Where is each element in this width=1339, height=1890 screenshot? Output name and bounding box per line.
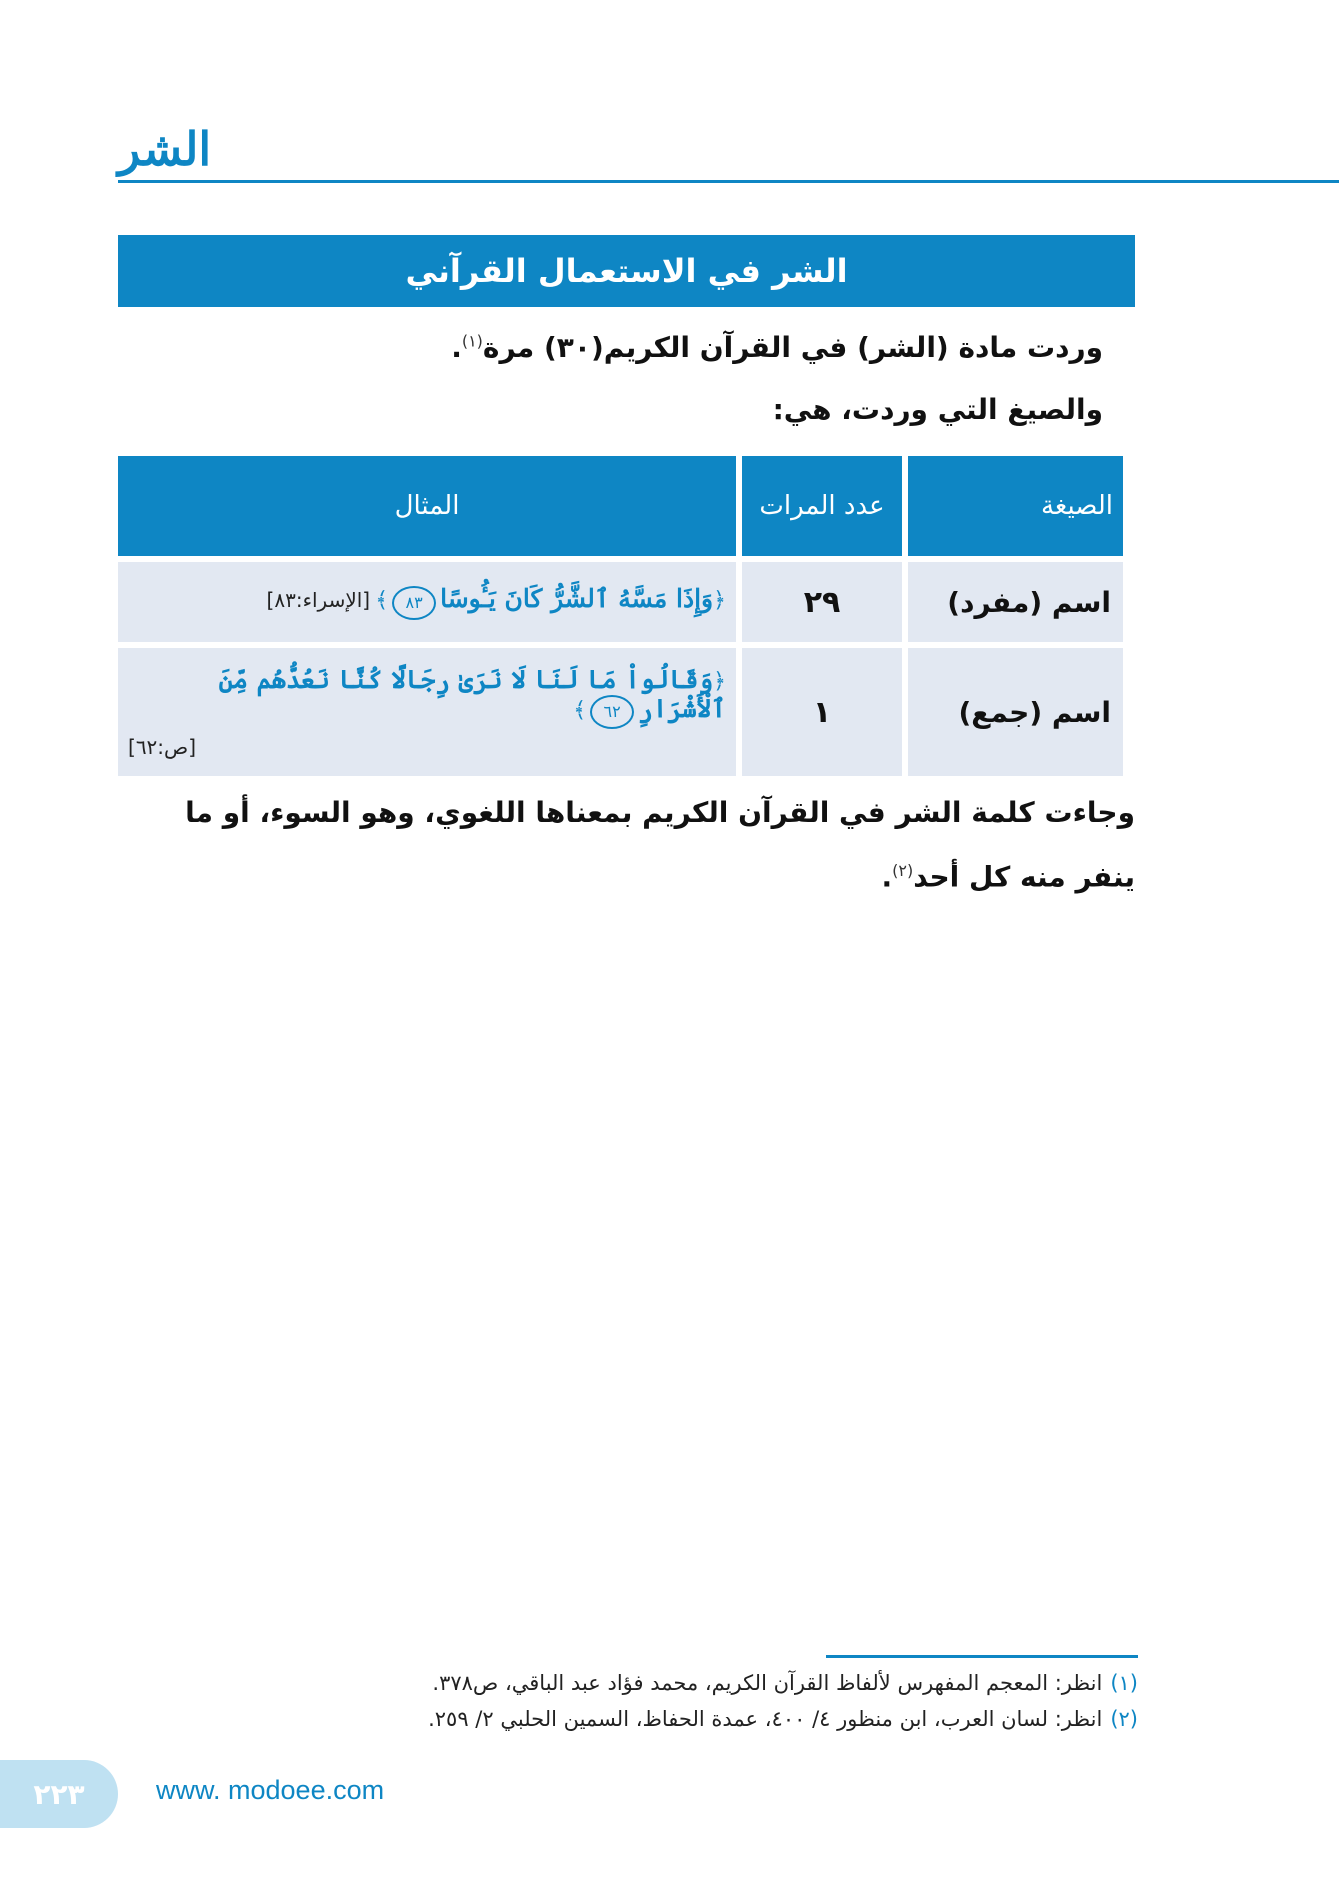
footnote-item (238, 1665, 1138, 1701)
verse-reference: [الإسراء:٨٣] (266, 588, 371, 613)
footnote-text: انظر: لسان العرب، ابن منظور ٤/ ٤٠٠، عمدة الحفاظ، السمين الحلبي ٢/ ٢٥٩. (428, 1707, 1103, 1731)
header-count: عدد المرات (742, 456, 902, 556)
footnote-separator (826, 1655, 1138, 1658)
form-cell: اسم (جمع) (908, 648, 1123, 776)
ayah-number-icon: ٦٢ (590, 695, 634, 729)
form-cell: اسم (مفرد) (908, 562, 1123, 642)
verse-open-ornament: ﴿ (713, 588, 726, 614)
verse-close-ornament: ﴾ (573, 697, 587, 723)
table-row (118, 648, 1123, 776)
count-cell: ١ (742, 648, 902, 776)
table-row (118, 562, 1123, 642)
header-form: الصيغة (908, 456, 1123, 556)
footnote-number: (٢) (1110, 1707, 1138, 1731)
intro-paragraph (123, 330, 1103, 366)
meaning-end: . (881, 860, 893, 894)
verse-close-ornament: ﴾ (375, 588, 389, 614)
footnote-ref-2[interactable]: (٢) (892, 861, 914, 880)
footnote-number: (١) (1110, 1671, 1138, 1695)
meaning-text: وجاءت كلمة الشر في القرآن الكريم بمعناها اللغوي، وهو السوء، أو ما ينفر منه كل أحد (185, 796, 1135, 894)
forms-table (112, 450, 1129, 782)
meaning-paragraph (118, 784, 1135, 906)
ayah-number-icon: ٨٣ (392, 586, 436, 620)
intro-text: وردت مادة (الشر) في القرآن الكريم(٣٠) مرة (482, 331, 1103, 364)
header-rule (118, 180, 1339, 183)
count-cell: ٢٩ (742, 562, 902, 642)
verse-text: وَإِذَا مَسَّهُ ٱلشَّرُّ كَانَ يَـُٔوسًا (440, 584, 714, 614)
example-cell (118, 648, 736, 776)
website-link[interactable]: www. modoee.com (156, 1775, 385, 1805)
footnote-ref-1[interactable]: (١) (461, 331, 483, 351)
header-example: المثال (118, 456, 736, 556)
verse-open-ornament: ﴿ (713, 668, 726, 694)
verse-text: وَقَالُواْ مَا لَنَا لَا نَرَىٰ رِجَالًا كُنَّا نَعُدُّهُم مِّنَ ٱلْأَشْرَارِ (218, 664, 726, 723)
page-number-tab (0, 1760, 118, 1828)
intro-end: . (451, 331, 462, 364)
page-number: ٢٢٣ (33, 1777, 85, 1811)
example-cell (118, 562, 736, 642)
footnotes (238, 1665, 1138, 1737)
section-banner (118, 235, 1135, 307)
section-title: الشر في الاستعمال القرآني (405, 252, 848, 290)
verse-reference: [ص:٦٢] (128, 735, 197, 760)
footnote-text: انظر: المعجم المفهرس لألفاظ القرآن الكريم، محمد فؤاد عبد الباقي، ص٣٧٨. (432, 1671, 1103, 1695)
table-header-row (118, 456, 1123, 556)
running-title: الشر (118, 122, 212, 176)
forms-intro: والصيغ التي وردت، هي: (772, 393, 1103, 426)
footnote-item (238, 1701, 1138, 1737)
